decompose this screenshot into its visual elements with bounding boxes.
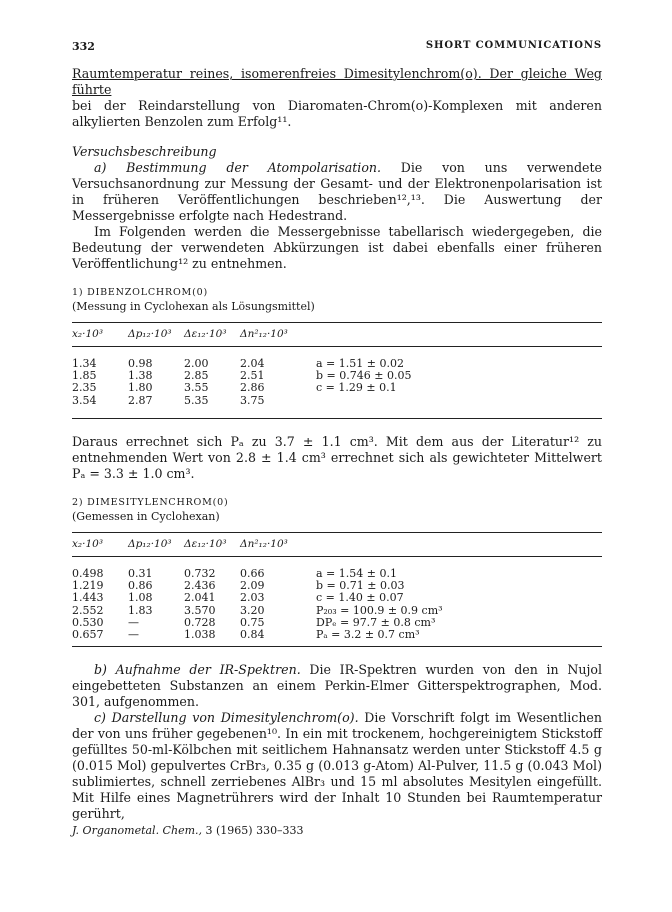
table2-col-dp [128,568,153,641]
table2-col-dn [240,568,265,641]
section-title: Versuchsbeschreibung [72,144,217,159]
table-cell: 2.552 [72,603,104,617]
table-cell: 1.83 [128,603,153,617]
table-cell: 0.75 [240,615,265,629]
intro-line-1: Raumtemperatur reines, isomerenfreies Dimesitylenchrom(o). Der gleiche Weg führte [72,66,602,97]
table-cell: 0.98 [128,357,153,370]
running-title: SHORT COMMUNICATIONS [425,40,602,51]
paragraph-c-label: c) Darstellung von Dimesitylenchrom(o). [94,710,359,725]
table1-header-de: Δε₁₂·10³ [184,328,227,340]
table-cell: 1.038 [184,628,216,642]
table-cell: 2.87 [128,393,153,407]
table-cell: 1.34 [72,357,97,370]
table-cell: 2.436 [184,579,216,593]
article-body [72,66,602,822]
table1-col-de [184,358,209,407]
page-footer [72,824,304,837]
table-cell: 3.570 [184,603,216,617]
table2-title: 2) DIMESITYLENCHROM(0) [72,497,229,508]
table-cell: P₂₀₃ = 100.9 ± 0.9 cm³ [316,603,443,617]
table-cell: 3.75 [240,393,265,407]
table1-header-dn: Δn²₁₂·10³ [240,328,288,340]
table-cell: a = 1.51 ± 0.02 [316,357,404,370]
table-cell: 0.31 [128,567,153,580]
table1-header-x2: x₂·10³ [72,328,104,340]
table-cell: b = 0.71 ± 0.03 [316,579,405,593]
table1-header-dp: Δp₁₂·10³ [128,328,172,340]
table-cell: 0.728 [184,615,216,629]
paragraph-c: c) Darstellung von Dimesitylenchrom(o). Die Vorschrift folgt im Wesentlichen der von uns früher gegebenen¹⁰. In ein mit trockenem, hochgereinigtem Stickstoff gefülltes 50-ml-Kölbchen mit seitlichem Hahnansatz werden unter Stickstoff 4.5 g (0.015 Mol) gepulvertes CrBr₃, 0.35 g (0.013 g-Atom) Al-Pulver, 11.5 g (0.043 Mol) sublimiertes, schnell zerriebenes AlBr₃ und 15 ml absolutes Mesitylen eingefüllt. Mit Hilfe eines Magnetrührers wird der Inhalt 10 Stunden bei Raumtemperatur gerührt, [72,710,603,821]
table-cell: — [128,628,139,642]
journal-ref: 3 (1965) 330–333 [202,824,304,837]
journal-name: J. Organometal. Chem., [72,824,202,837]
table-cell: DPₑ = 97.7 ± 0.8 cm³ [316,615,436,629]
table1 [72,314,602,422]
table2-col-de [184,568,216,641]
paragraph-b: b) Aufnahme der IR-Spektren. Die IR-Spektren wurden von den in Nujol eingebetteten Substanzen an einem Perkin-Elmer Gitterspektrographen, Mod. 301, aufgenommen. [72,662,602,709]
table-cell: a = 1.54 ± 0.1 [316,567,397,580]
table2-header-de: Δε₁₂·10³ [184,538,227,550]
table1-title: 1) DIBENZOLCHROM(0) [72,287,208,298]
intro-paragraph: bei der Reindarstellung von Diaromaten-Chrom(o)-Komplexen mit anderen alkylierten Benzolen zum Erfolg¹¹. [72,98,602,129]
paragraph-result: Daraus errechnet sich Pₐ zu 3.7 ± 1.1 cm³. Mit dem aus der Literatur¹² zu entnehmenden Wert von 2.8 ± 1.4 cm³ errechnet sich als gewichteter Mittelwert Pₐ = 3.3 ± 1.0 cm³. [72,434,602,481]
table1-params [316,358,411,395]
table-cell: 2.041 [184,591,216,605]
table-cell: 2.03 [240,591,265,605]
paragraph-a2: Im Folgenden werden die Messergebnisse tabellarisch wiedergegeben, die Bedeutung der verwendeten Abkürzungen ist dabei ebenfalls einer früheren Veröffentlichung¹² zu entnehmen. [72,224,602,271]
table2-header-dn: Δn²₁₂·10³ [240,538,288,550]
table-cell: b = 0.746 ± 0.05 [316,369,412,383]
page-number: 332 [72,40,95,53]
table-cell: 0.732 [184,567,216,580]
table-cell: — [128,615,139,629]
table2-header-dp: Δp₁₂·10³ [128,538,172,550]
paragraph-b-label: b) Aufnahme der IR-Spektren. [94,662,301,677]
table-cell: 2.04 [240,357,265,370]
table2-params [316,568,443,641]
table-cell: 1.38 [128,369,153,383]
table-cell: 1.08 [128,591,153,605]
table-cell: 3.55 [184,381,209,395]
table2-caption: (Gemessen in Cyclohexan) [72,510,220,523]
table-cell: 1.85 [72,369,97,383]
table1-caption: (Messung in Cyclohexan als Lösungsmittel) [72,300,315,313]
table-cell: 0.86 [128,579,153,593]
paragraph-a: a) Bestimmung der Atompolarisation. Die von uns verwendete Versuchsanordnung zur Messung der Gesamt- und der Elektronenpolarisation ist in früheren Veröffentlichungen beschrieben¹²,¹³. Die Auswertung der Messergebnisse erfolgte nach Hedestrand. [72,160,602,223]
table-cell: 2.09 [240,579,265,593]
table-cell: 2.00 [184,357,209,370]
table2-header-x2: x₂·10³ [72,538,104,550]
table-cell: c = 1.29 ± 0.1 [316,381,397,395]
table-cell: 0.84 [240,628,265,642]
table-cell: 2.35 [72,381,97,395]
table1-col-dn [240,358,265,407]
table-cell: 3.20 [240,603,265,617]
table-cell: 2.86 [240,381,265,395]
table-cell: 1.219 [72,579,104,593]
table2-col-x2 [72,568,104,641]
table-cell: 0.66 [240,567,265,580]
table-cell: 2.51 [240,369,265,383]
page-header [72,40,602,54]
table1-col-x2 [72,358,97,407]
table2 [72,524,602,648]
table-cell: 1.80 [128,381,153,395]
table-cell: Pₐ = 3.2 ± 0.7 cm³ [316,628,420,642]
table1-col-dp [128,358,153,407]
table-cell: 0.530 [72,615,104,629]
table-cell: c = 1.40 ± 0.07 [316,591,404,605]
table-cell: 1.443 [72,591,104,605]
table-cell: 5.35 [184,393,209,407]
table-cell: 3.54 [72,393,97,407]
table-cell: 0.498 [72,567,104,580]
table-cell: 0.657 [72,628,104,642]
table-cell: 2.85 [184,369,209,383]
paragraph-a-label: a) Bestimmung der Atompolarisation. [94,160,382,175]
